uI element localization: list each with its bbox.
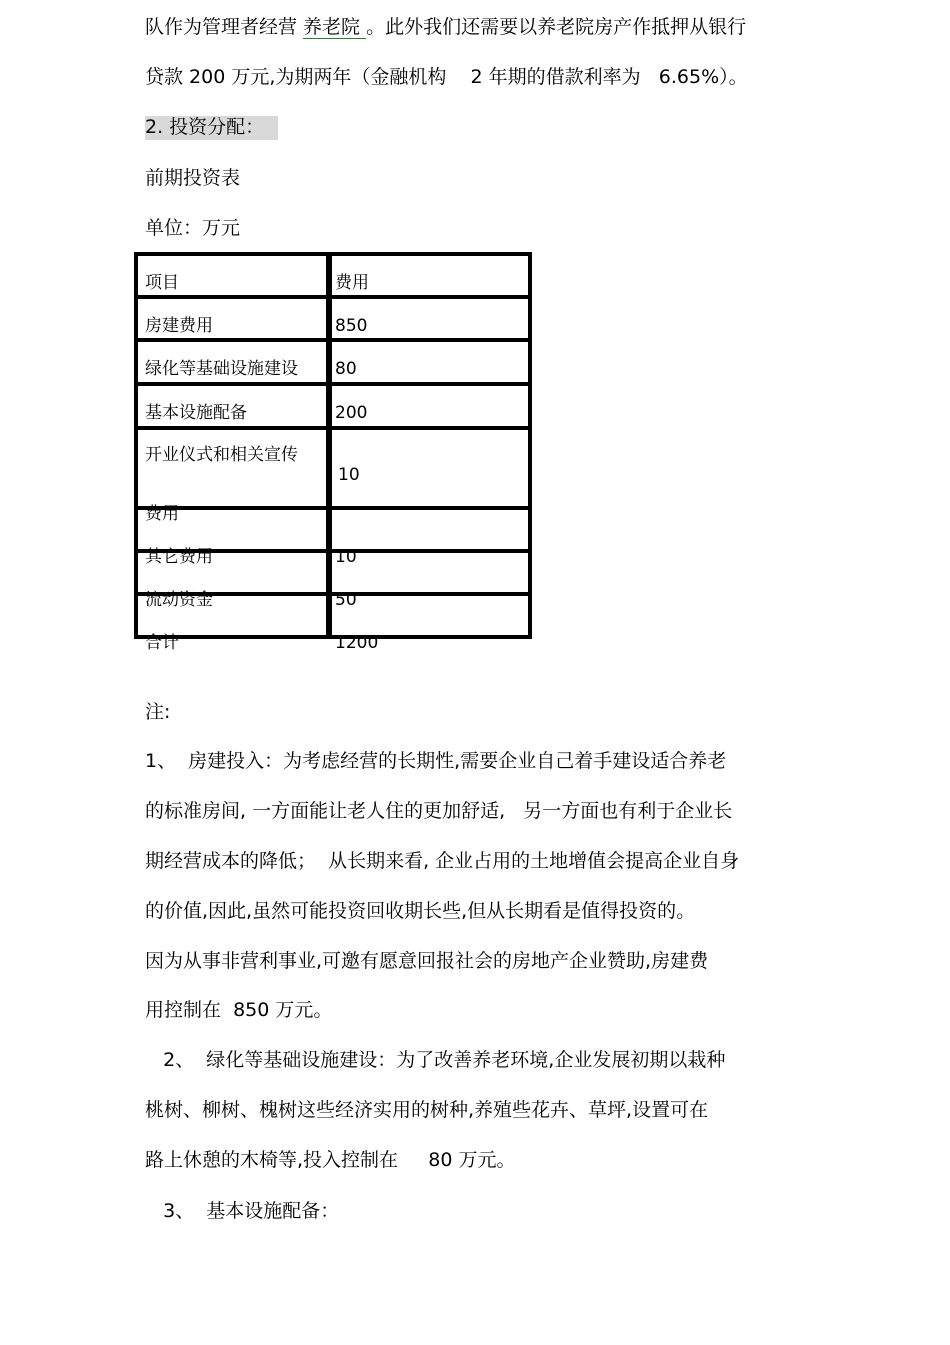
table-row-cost: 10 [338, 465, 360, 485]
table-header-item: 项目 [145, 273, 179, 293]
table-row-item: 其它费用 [145, 547, 213, 567]
nursing-home-link[interactable]: 养老院 [303, 16, 367, 38]
note-2-line: 路上休憩的木椅等,投入控制在 80 万元。 [145, 1149, 516, 1171]
note-1-line: 用控制在 850 万元。 [145, 999, 333, 1021]
table-row-cost: 80 [335, 359, 357, 379]
note-1-line: 因为从事非营利事业,可邀有愿意回报社会的房地产企业赞助,房建费 [145, 950, 709, 972]
table-row-item: 基本设施配备 [145, 403, 247, 423]
note-1-line: 期经营成本的降低； 从长期来看, 企业占用的土地增值会提高企业自身 [145, 850, 740, 872]
table-row-item: 绿化等基础设施建设 [145, 359, 298, 379]
table-cell [326, 338, 532, 386]
table-cell [326, 506, 532, 553]
intro-text-a: 队作为管理者经营 [145, 16, 304, 38]
table-row-item: 流动资金 [145, 590, 213, 610]
note-1-line: 的价值,因此,虽然可能投资回收期长些,但从长期看是值得投资的。 [145, 900, 696, 922]
note-2-line: 桃树、柳树、槐树这些经济实用的树种,养殖些花卉、草坪,设置可在 [145, 1099, 709, 1121]
table-title: 前期投资表 [145, 167, 241, 189]
note-1-line: 1、 房建投入：为考虑经营的长期性,需要企业自己着手建设适合养老 [145, 750, 727, 772]
unit-label: 单位：万元 [145, 217, 241, 239]
table-row-cost: 10 [335, 547, 357, 567]
table-cell [134, 426, 332, 510]
section-heading-text: 2. 投资分配： [145, 116, 278, 140]
table-row-item: 房建费用 [145, 316, 213, 336]
intro-line-2: 贷款 200 万元,为期两年（金融机构 2 年期的借款利率为 6.65%）。 [145, 66, 748, 88]
note-2-line: 2、 绿化等基础设施建设：为了改善养老环境,企业发展初期以栽种 [145, 1049, 726, 1071]
intro-text-b: 。此外我们还需要以养老院房产作抵押从银行 [366, 16, 747, 38]
table-cell [326, 549, 532, 596]
notes-label: 注: [145, 701, 171, 723]
table-row-cost: 200 [335, 403, 368, 423]
table-total-cost: 1200 [335, 633, 379, 653]
table-header-cost: 费用 [335, 273, 369, 293]
note-3-line: 3、 基本设施配备： [145, 1200, 340, 1222]
table-row-cost: 50 [335, 590, 357, 610]
table-row-cost: 850 [335, 316, 368, 336]
note-1-line: 的标准房间, 一方面能让老人住的更加舒适, 另一方面也有利于企业长 [145, 800, 733, 822]
section-heading [145, 114, 278, 140]
table-row-item: 开业仪式和相关宣传 [145, 445, 298, 465]
table-total-item: 合计 [145, 633, 179, 653]
table-row-item-continued: 费用 [145, 504, 179, 524]
intro-line-1 [145, 14, 746, 40]
